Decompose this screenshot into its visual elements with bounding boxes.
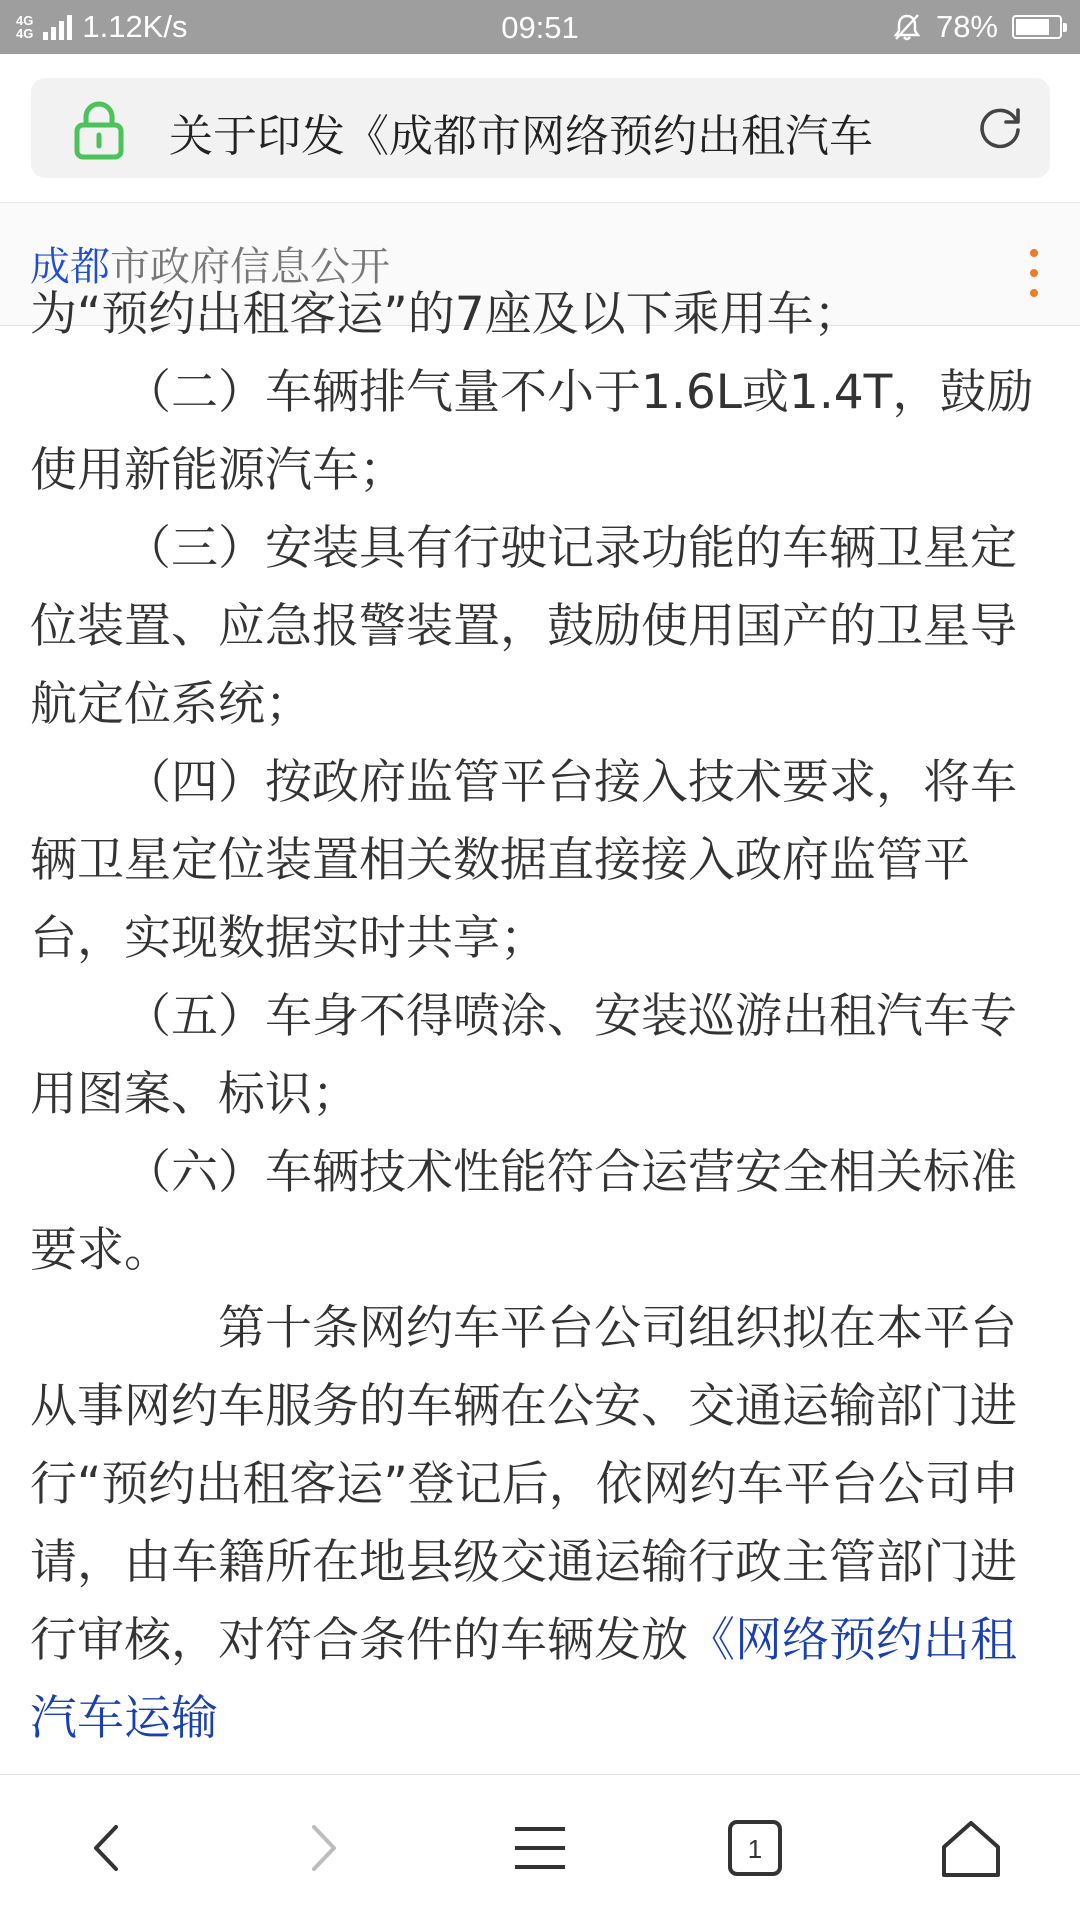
silent-bell-icon (892, 12, 922, 42)
site-name-suffix: 市政府信息公开 (110, 244, 390, 290)
article-body (30, 276, 1060, 1758)
status-bar (0, 0, 1080, 54)
page-title[interactable]: 关于印发《成都市网络预约出租汽车 (169, 111, 873, 162)
article-item-3: （三）安装具有行驶记录功能的车辆卫星定位装置、应急报警装置，鼓励使用国产的卫星导航定位系统； (30, 521, 1017, 732)
article-item-6: （六）车辆技术性能符合运营安全相关标准要求。 (30, 1145, 1017, 1278)
forward-arrow-icon[interactable] (288, 1813, 358, 1883)
article-item-2: （二）车辆排气量不小于1.6L或1.4T，鼓励使用新能源汽车； (30, 365, 1034, 498)
article-item-4: （四）按政府监管平台接入技术要求，将车辆卫星定位装置相关数据直接接入政府监管平台，实现数据实时共享； (30, 755, 1017, 966)
permit-link[interactable]: 《网络预约出租汽车运输 (30, 1613, 1017, 1746)
home-icon[interactable] (936, 1813, 1006, 1883)
menu-icon[interactable] (505, 1813, 575, 1883)
battery-level (1016, 19, 1049, 35)
address-bar-area (0, 54, 1080, 202)
battery-icon (1012, 15, 1062, 39)
bottom-navigation (0, 1774, 1080, 1921)
article-10-text: 第十条网约车平台公司组织拟在本平台从事网约车服务的车辆在公安、交通运输部门进行“预约出租客运”登记后，依网约车平台公司申请，由车籍所在地县级交通运输行政主管部门进行审核，对符合条件的车辆发放 (30, 1301, 1019, 1668)
article-item-5: （五）车身不得喷涂、安装巡游出租汽车专用图案、标识； (30, 989, 1017, 1122)
tab-count: 1 (747, 1834, 763, 1864)
network-type-top: 4G (16, 13, 34, 28)
site-name-city: 成都 (30, 244, 110, 290)
tabs-icon (720, 1813, 790, 1883)
lock-icon[interactable] (71, 100, 127, 160)
clock: 09:51 (501, 10, 579, 45)
back-arrow-icon[interactable] (72, 1813, 142, 1883)
address-bar[interactable] (31, 78, 1050, 178)
article-10 (30, 1290, 1060, 1758)
battery-percent: 78% (935, 9, 998, 44)
network-speed: 1.12K/s (82, 9, 188, 44)
network-type-bottom: 4G (16, 26, 34, 41)
article-line-partial: 为“预约出租客运”的7座及以下乘用车； (30, 287, 861, 342)
tabs-button[interactable] (720, 1813, 790, 1883)
article-viewport[interactable] (0, 287, 1080, 1774)
reload-icon[interactable] (974, 102, 1026, 154)
